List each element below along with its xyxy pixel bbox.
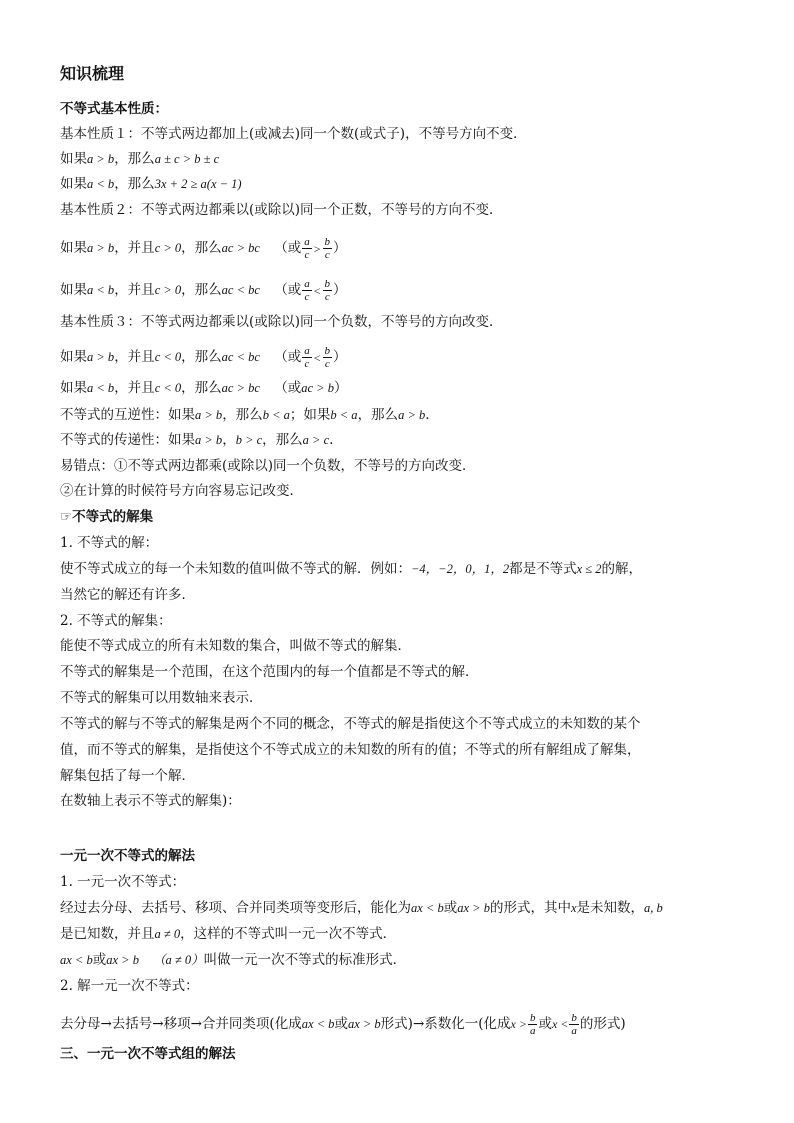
fraction: $\frac{b}{c}$: [324, 278, 331, 303]
transitivity-line: 不等式的传递性：如果a > b，b > c，那么a > c.: [60, 432, 334, 448]
property-2-line-1: 如果a > b，并且c > 0，那么ac > bc （或 $\frac{a}{c}$ > $\frac{b}{c}$ ）: [60, 236, 347, 261]
fraction: $\frac{a}{c}$: [304, 345, 310, 370]
item-1-text-1: 使不等式成立的每一个未知数的值叫做不等式的解．例如：−4，−2，0，1，2都是不等式x ≤ 2的解，: [60, 561, 643, 577]
fraction: $\frac{a}{c}$: [304, 236, 310, 261]
fraction: $\frac{b}{a}$: [529, 1012, 536, 1037]
hand-pointing-icon: ☞: [60, 509, 73, 525]
reversibility-line: 不等式的互逆性：如果a > b，那么b < a；如果b < a，那么a > b.: [60, 407, 430, 423]
fraction: $\frac{b}{c}$: [324, 236, 331, 261]
section-heading-solution-set: ☞不等式的解集: [60, 509, 154, 525]
item-2-text-5: 值，而不等式的解集，是指使这个不等式成立的未知数的所有的值；不等式的所有解组成了解集，: [60, 742, 641, 758]
item-2-heading: 2. 不等式的解集：: [60, 613, 172, 629]
item-2-text-7: 在数轴上表示不等式的解集)：: [60, 793, 241, 809]
common-mistake-2: ②在计算的时候符号方向容易忘记改变．: [60, 483, 303, 499]
linear-definition-2: 是已知数，并且a ≠ 0，这样的不等式叫一元一次不等式．: [60, 926, 397, 942]
item-1-text-2: 当然它的解还有许多．: [60, 587, 195, 603]
item-2-text-2: 不等式的解集是一个范围，在这个范围内的每一个值都是不等式的解．: [60, 664, 479, 680]
linear-item-2-heading: 2. 解一元一次不等式：: [60, 978, 199, 994]
item-2-text-6: 解集包括了每一个解．: [60, 768, 195, 784]
section-heading-linear-inequality: 一元一次不等式的解法: [60, 848, 195, 864]
property-2-title: 基本性质２：不等式两边都乘以(或除以)同一个正数，不等号的方向不变．: [60, 202, 503, 218]
property-1-title: 基本性质１：不等式两边都加上(或减去)同一个数(或式子)，不等号方向不变．: [60, 126, 527, 142]
property-3-title: 基本性质３：不等式两边都乘以(或除以)同一个负数，不等号的方向改变．: [60, 314, 503, 330]
linear-definition-1: 经过去分母、去括号、移项、合并同类项等变形后，能化为ax < b或ax > b的形式，其中x是未知数，a, b: [60, 900, 663, 916]
common-mistake-1: 易错点：①不等式两边都乘(或除以)同一个负数，不等号的方向改变．: [60, 458, 476, 474]
property-1-line-2: 如果a < b，那么3x + 2 ≥ a(x − 1): [60, 176, 242, 192]
item-1-heading: 1. 不等式的解：: [60, 535, 159, 551]
property-3-line-2: 如果a < b，并且c < 0，那么ac > bc （或ac > b）: [60, 380, 348, 396]
linear-standard-form: ax < b或ax > b （a ≠ 0）叫做一元一次不等式的标准形式．: [60, 952, 407, 968]
linear-item-1-heading: 1. 一元一次不等式：: [60, 874, 186, 890]
fraction: $\frac{a}{c}$: [304, 278, 310, 303]
fraction: $\frac{b}{c}$: [324, 345, 331, 370]
solving-steps: 去分母→去括号→移项→合并同类项(化成ax < b或ax > b形式)→系数化一(化成x > $\frac{b}{a}$ 或x < $\frac{b}{a}$ 的形式): [60, 1012, 626, 1037]
page-title: 知识梳理: [60, 64, 125, 83]
item-2-text-3: 不等式的解集可以用数轴来表示．: [60, 690, 263, 706]
property-3-line-1: 如果a > b，并且c < 0，那么ac < bc （或 $\frac{a}{c}$ < $\frac{b}{c}$ ）: [60, 345, 347, 370]
property-1-line-1: 如果a > b，那么a ± c > b ± c: [60, 151, 220, 167]
section-heading-properties: 不等式基本性质：: [60, 101, 168, 117]
property-2-line-2: 如果a < b，并且c > 0，那么ac < bc （或 $\frac{a}{c}$ < $\frac{b}{c}$ ）: [60, 278, 347, 303]
section-heading-inequality-system: 三、一元一次不等式组的解法: [60, 1046, 236, 1062]
item-2-text-4: 不等式的解与不等式的解集是两个不同的概念，不等式的解是指使这个不等式成立的未知数的某个: [60, 716, 641, 732]
item-2-text-1: 能使不等式成立的所有未知数的集合，叫做不等式的解集．: [60, 638, 411, 654]
fraction: $\frac{b}{a}$: [571, 1012, 577, 1037]
